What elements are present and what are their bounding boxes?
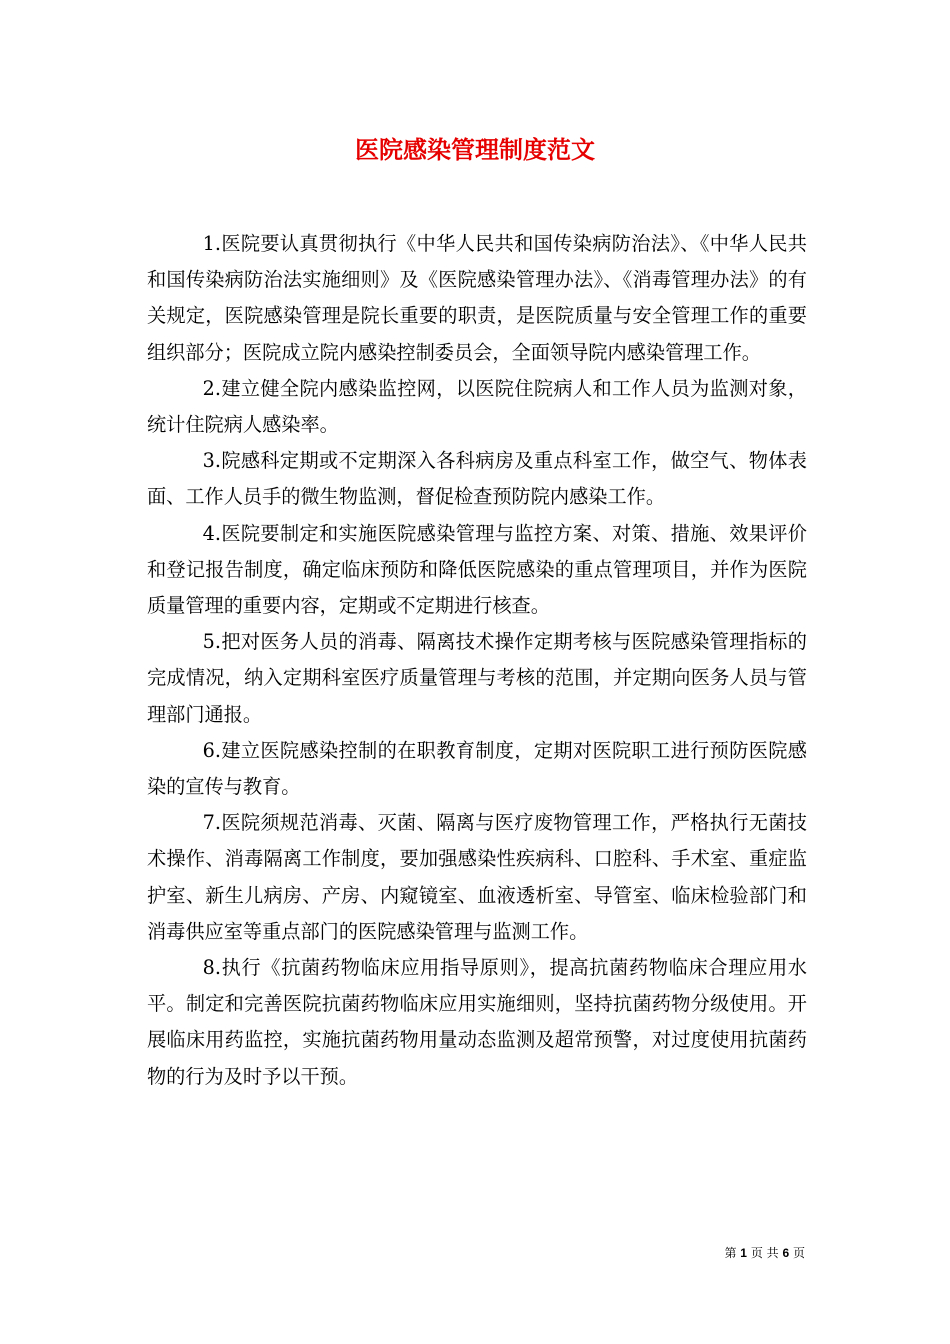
paragraph-3: 3.院感科定期或不定期深入各科病房及重点科室工作，做空气、物体表面、工作人员手的微生物监测，督促检查预防院内感染工作。 <box>147 449 807 509</box>
footer-suffix: 页 <box>792 1246 805 1260</box>
paragraph-1: 1.医院要认真贯彻执行《中华人民共和国传染病防治法》、《中华人民共和国传染病防治法实施细则》及《医院感染管理办法》、《消毒管理办法》的有关规定，医院感染管理是院长重要的职责，是医院质量与安全管理工作的重要组织部分；医院成立院内感染控制委员会，全面领导院内感染管理工作。 <box>147 232 807 364</box>
paragraph-5: 5.把对医务人员的消毒、隔离技术操作定期考核与医院感染管理指标的完成情况，纳入定期科室医疗质量管理与考核的范围，并定期向医务人员与管理部门通报。 <box>147 630 807 726</box>
paragraph-6: 6.建立医院感染控制的在职教育制度，定期对医院职工进行预防医院感染的宣传与教育。 <box>147 738 807 799</box>
footer-middle: 页 共 <box>750 1246 779 1260</box>
page-number-footer <box>0 1245 805 1261</box>
paragraph-8: 8.执行《抗菌药物临床应用指导原则》，提高抗菌药物临床合理应用水平。制定和完善医院抗菌药物临床应用实施细则，坚持抗菌药物分级使用。开展临床用药监控，实施抗菌药物用量动态监测及超常预警，对过度使用抗菌药物的行为及时予以干预。 <box>147 956 807 1088</box>
paragraph-4: 4.医院要制定和实施医院感染管理与监控方案、对策、措施、效果评价和登记报告制度，确定临床预防和降低医院感染的重点管理项目，并作为医院质量管理的重要内容，定期或不定期进行核查。 <box>147 521 807 618</box>
footer-prefix: 第 <box>724 1246 737 1260</box>
document-title: 医院感染管理制度范文 <box>355 135 595 164</box>
total-pages-number: 6 <box>782 1246 790 1260</box>
paragraph-7: 7.医院须规范消毒、灭菌、隔离与医疗废物管理工作，严格执行无菌技术操作、消毒隔离工作制度，要加强感染性疾病科、口腔科、手术室、重症监护室、新生儿病房、产房、内窥镜室、血液透析室、导管室、临床检验部门和消毒供应室等重点部门的医院感染管理与监测工作。 <box>147 811 807 943</box>
paragraph-2: 2.建立健全院内感染监控网，以医院住院病人和工作人员为监测对象，统计住院病人感染率。 <box>147 376 807 437</box>
current-page-number: 1 <box>740 1246 747 1260</box>
document-body <box>147 226 807 1095</box>
